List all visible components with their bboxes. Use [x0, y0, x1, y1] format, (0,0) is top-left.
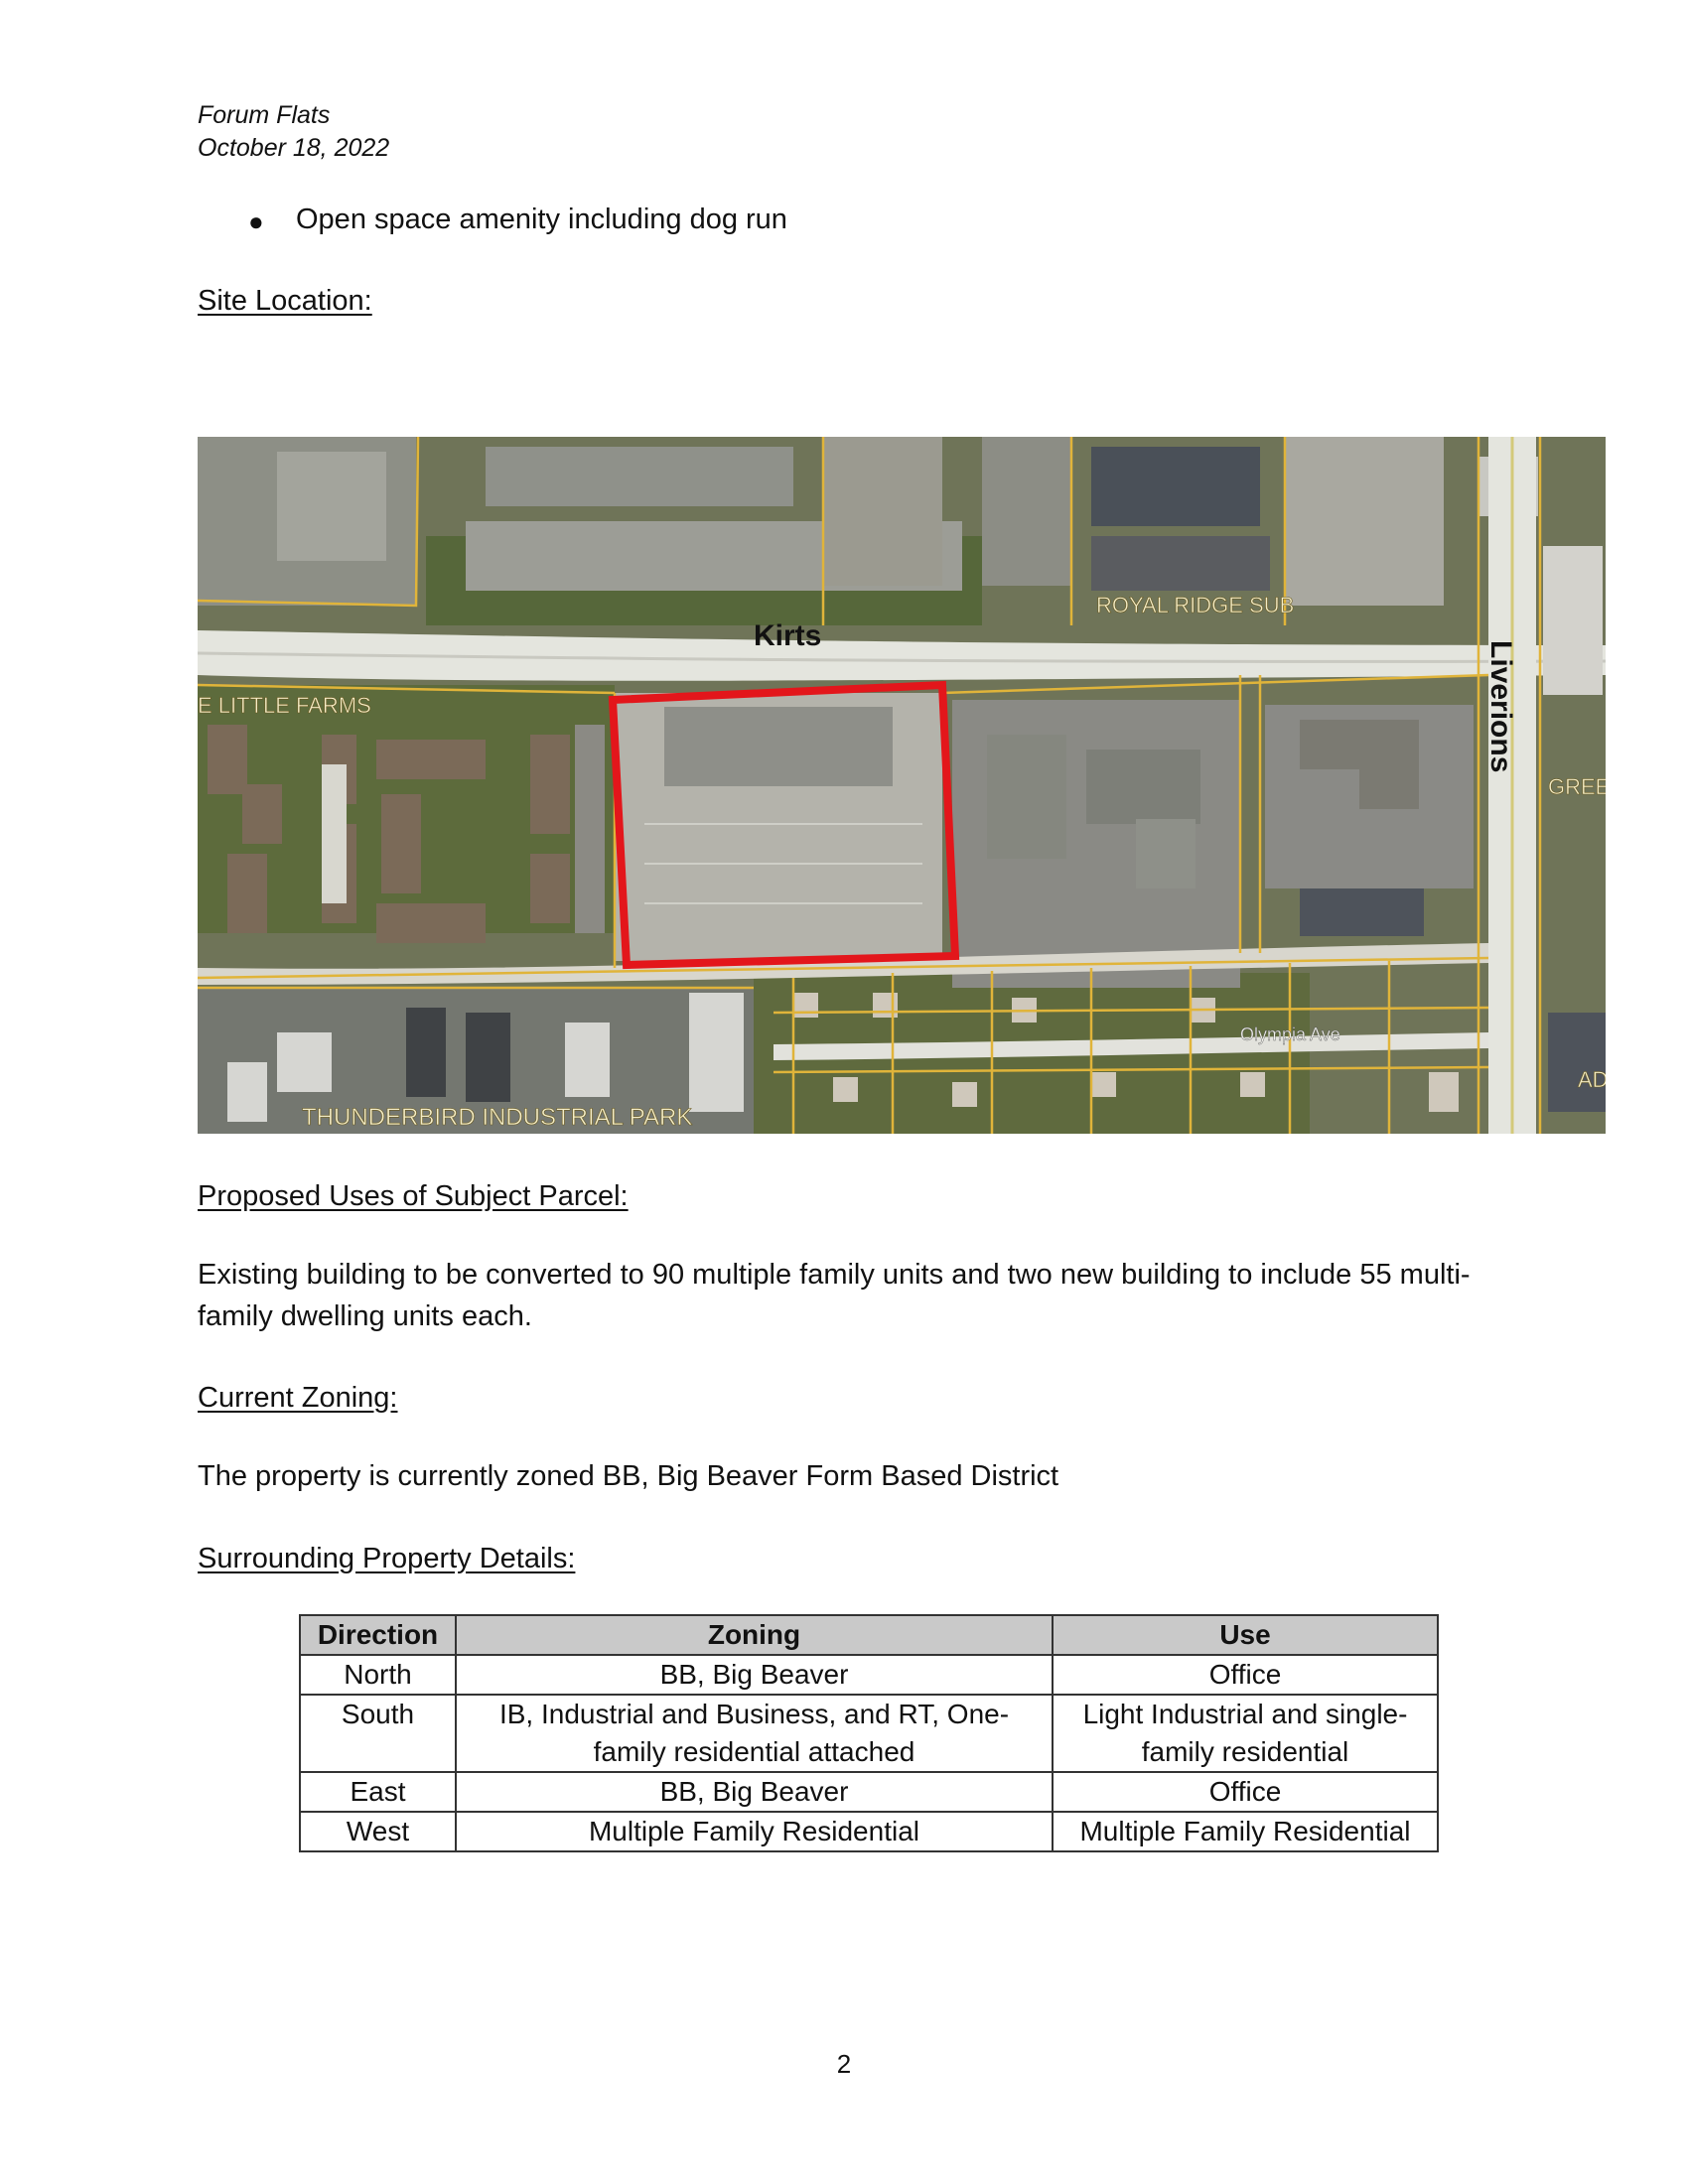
building: [1300, 888, 1424, 936]
bullet-item: Open space amenity including dog run: [296, 204, 787, 235]
cell-use: Multiple Family Residential: [1053, 1812, 1438, 1851]
cell-direction: South: [300, 1695, 456, 1772]
current-zoning-heading: Current Zoning:: [198, 1382, 398, 1414]
current-zoning-text: The property is currently zoned BB, Big Beaver Form Based District: [198, 1460, 1059, 1492]
table-row: [300, 1772, 1438, 1812]
map-label-royal-ridge: ROYAL RIDGE SUB: [1096, 593, 1295, 617]
cell-direction: East: [300, 1772, 456, 1812]
map-label-kirts: Kirts: [754, 619, 822, 652]
bullet-icon: ●: [248, 206, 264, 236]
map-label-little-farms: E LITTLE FARMS: [198, 693, 371, 718]
column-header-zoning: Zoning: [456, 1615, 1053, 1655]
site-location-heading: Site Location:: [198, 285, 372, 317]
cell-direction: North: [300, 1655, 456, 1695]
map-label-liverions: Liverions: [1484, 640, 1517, 773]
lot: [1285, 437, 1444, 606]
site-location-map: [198, 437, 1606, 1134]
parking: [575, 725, 605, 933]
building: [982, 437, 1071, 586]
table-row: [300, 1655, 1438, 1695]
cell-use: Office: [1053, 1772, 1438, 1812]
building: [277, 452, 386, 561]
proposed-uses-text: Existing building to be converted to 90 multiple family units and two new building to include 55 multi-family dwelling units each.: [198, 1259, 1471, 1332]
lot: [823, 437, 942, 586]
subject-building: [664, 707, 893, 786]
building: [486, 447, 793, 506]
building: [987, 735, 1066, 859]
aerial-map: [198, 437, 1606, 1134]
building: [1548, 1013, 1606, 1112]
cell-zoning: BB, Big Beaver: [456, 1772, 1053, 1812]
surrounding-property-table: [299, 1614, 1439, 1852]
building: [1091, 447, 1260, 526]
map-label-gree: GREE: [1548, 774, 1606, 799]
building: [1136, 819, 1196, 888]
table-row: [300, 1812, 1438, 1851]
table-header-row: [300, 1615, 1438, 1655]
header-date: October 18, 2022: [198, 134, 390, 162]
page-number: 2: [836, 2049, 852, 2079]
table-row: [300, 1695, 1438, 1772]
column-header-direction: Direction: [300, 1615, 456, 1655]
map-label-thunderbird: THUNDERBIRD INDUSTRIAL PARK: [302, 1104, 693, 1131]
proposed-uses-heading: Proposed Uses of Subject Parcel:: [198, 1180, 629, 1212]
cell-use: Light Industrial and single-family residential: [1053, 1695, 1438, 1772]
map-label-ad: AD: [1578, 1067, 1606, 1092]
surrounding-heading: Surrounding Property Details:: [198, 1543, 576, 1574]
parking: [1091, 536, 1270, 591]
cell-zoning: Multiple Family Residential: [456, 1812, 1053, 1851]
cell-use: Office: [1053, 1655, 1438, 1695]
cell-direction: West: [300, 1812, 456, 1851]
cell-zoning: IB, Industrial and Business, and RT, One-family residential attached: [456, 1695, 1053, 1772]
cell-zoning: BB, Big Beaver: [456, 1655, 1053, 1695]
carport: [322, 764, 347, 903]
header-project: Forum Flats: [198, 101, 331, 129]
map-label-olympia: Olympia Ave: [1240, 1024, 1340, 1044]
building: [1543, 546, 1603, 695]
building: [1086, 750, 1200, 824]
column-header-use: Use: [1053, 1615, 1438, 1655]
